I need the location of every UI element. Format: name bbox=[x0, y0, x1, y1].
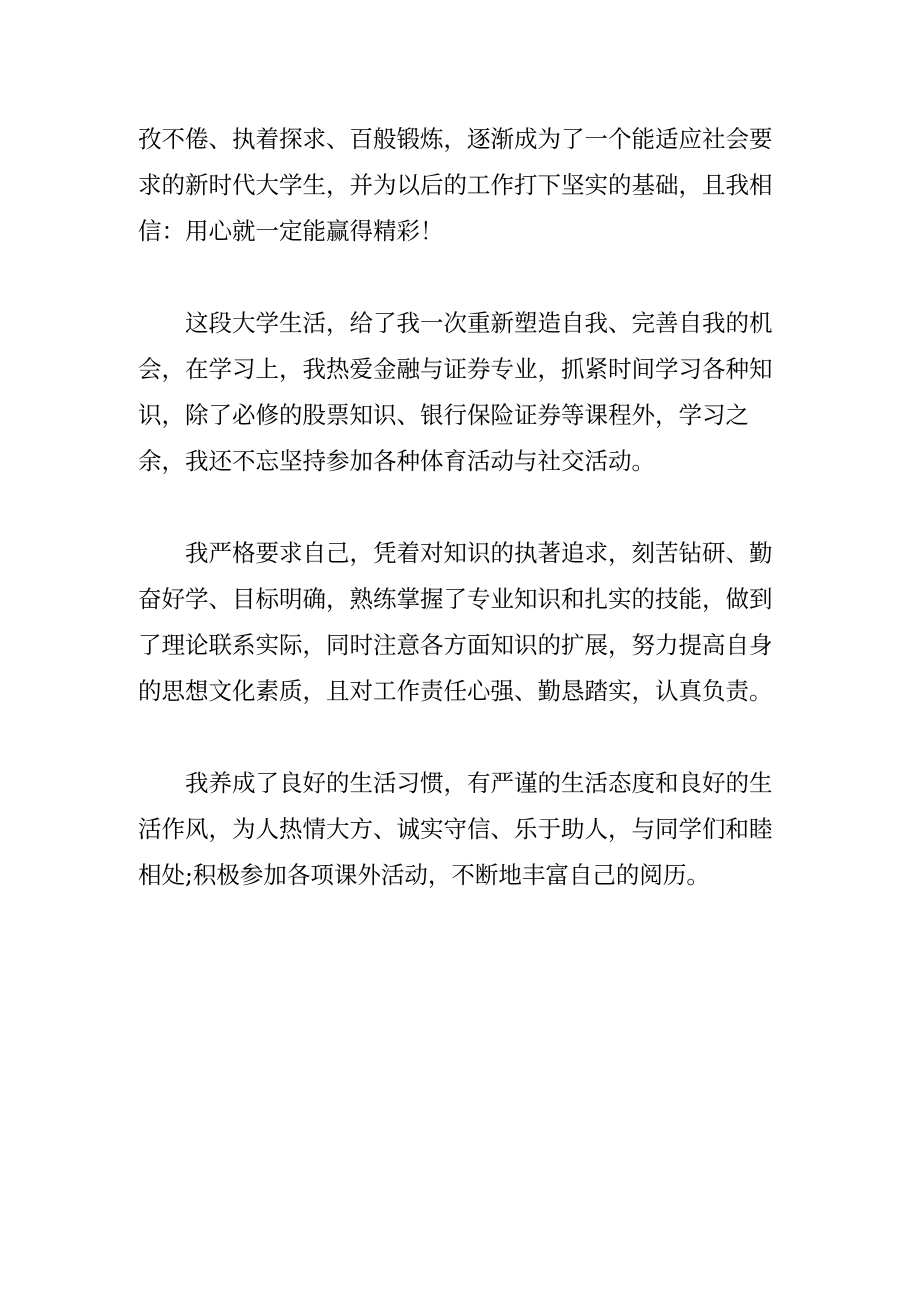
paragraph-line: 了理论联系实际，同时注意各方面知识的扩展，努力提高自身 bbox=[138, 631, 773, 659]
document-page bbox=[138, 116, 778, 898]
paragraph-line: 奋好学、目标明确，熟练掌握了专业知识和扎实的技能，做到 bbox=[138, 585, 773, 613]
paragraph-line: 相处;积极参加各项课外活动，不断地丰富自己的阅历。 bbox=[138, 861, 710, 889]
paragraph-line: 我严格要求自己，凭着对知识的执著追求，刻苦钻研、勤 bbox=[185, 539, 773, 567]
paragraph-line: 这段大学生活，给了我一次重新塑造自我、完善自我的机 bbox=[185, 309, 773, 337]
paragraph-line: 识，除了必修的股票知识、银行保险证券等课程外，学习之 bbox=[138, 401, 749, 429]
paragraph-line: 会，在学习上，我热爱金融与证券专业，抓紧时间学习各种知 bbox=[138, 355, 773, 383]
paragraph-gap bbox=[138, 484, 778, 530]
paragraph-line: 我养成了良好的生活习惯，有严谨的生活态度和良好的生 bbox=[185, 769, 773, 797]
paragraph-gap bbox=[138, 254, 778, 300]
paragraph-3 bbox=[138, 530, 778, 714]
paragraph-line: 活作风，为人热情大方、诚实守信、乐于助人，与同学们和睦 bbox=[138, 815, 773, 843]
paragraph-line: 信：用心就一定能赢得精彩！ bbox=[138, 217, 444, 245]
paragraph-4 bbox=[138, 760, 778, 898]
paragraph-1 bbox=[138, 116, 778, 254]
paragraph-line: 孜不倦、执着探求、百般锻炼，逐渐成为了一个能适应社会要 bbox=[138, 125, 773, 153]
paragraph-gap bbox=[138, 714, 778, 760]
paragraph-2 bbox=[138, 300, 778, 484]
paragraph-line: 余，我还不忘坚持参加各种体育活动与社交活动。 bbox=[138, 447, 655, 475]
paragraph-line: 求的新时代大学生，并为以后的工作打下坚实的基础，且我相 bbox=[138, 171, 773, 199]
paragraph-line: 的思想文化素质，且对工作责任心强、勤恳踏实，认真负责。 bbox=[138, 677, 773, 705]
